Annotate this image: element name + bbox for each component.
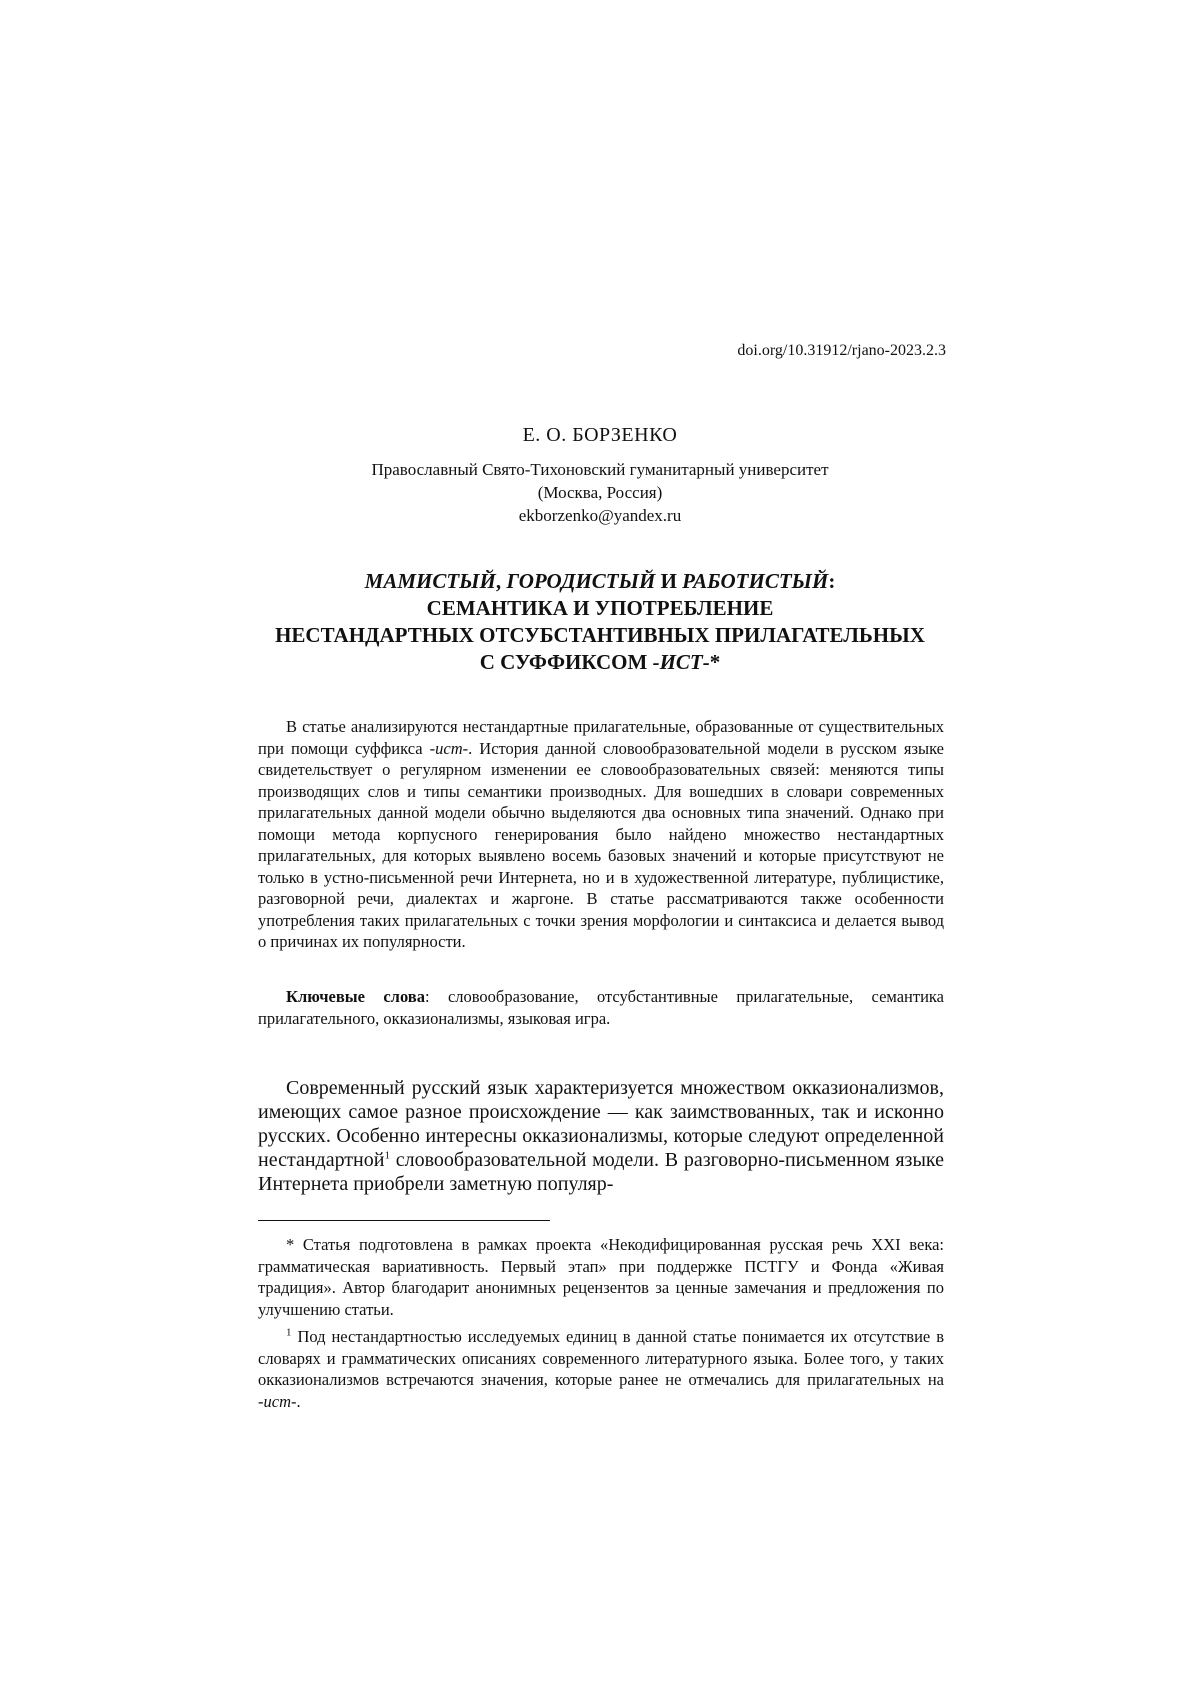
article-title <box>0 568 1200 676</box>
footnote-star: * Статья подготовлена в рамках проекта «Некодифицированная русская речь XXI века: грамматическая вариативность. Первый этап» при поддержке ПСТГУ и Фонда «Живая традиция». Автор благодарит анонимных рецензентов за ценные замечания и предложения по улучшению статьи. <box>258 1235 944 1319</box>
footnote-1-part-2: . <box>296 1391 301 1411</box>
abstract-part-2: . История данной словообразовательной модели в русском языке свидетельствует о регулярном изменении ее словообразовательных связей: меняются типы производящих слов и типы семантики производных. Для вошедших в словари современных прилагательных данной модели обычно выделяются два основных типа значений. Однако при помощи метода корпусного генерирования было найдено множество нестандартных прилагательных, для которых выявлено восемь базовых значений и которые присутствуют не только в устно-письменной речи Интернета, но и в художественной литературе, публицистике, разговорной речи, диалектах и жаргоне. В статье рассматриваются также особенности употребления таких прилагательных с точки зрения морфологии и синтаксиса и делается вывод о причинах их популярности. <box>258 738 944 951</box>
abstract-part-1: В статье анализируются нестандартные прилагательные, образованные от существительных при помощи суффикса <box>258 717 944 758</box>
keywords-text: : словообразование, отсубстантивные прилагательные, семантика прилагательного, окказионализмы, языковая игра. <box>258 987 945 1028</box>
footnotes <box>258 1234 944 1418</box>
body-paragraph <box>258 1076 944 1196</box>
abstract <box>258 716 944 953</box>
author-name: Е. О. БОРЗЕНКО <box>522 424 678 446</box>
title-line-3: НЕСТАНДАРТНЫХ ОТСУБСТАНТИВНЫХ ПРИЛАГАТЕЛЬНЫХ <box>275 623 925 647</box>
title-word-3: РАБОТИСТЫЙ <box>682 569 829 593</box>
doi[interactable]: doi.org/10.31912/rjano-2023.2.3 <box>737 342 946 359</box>
title-line-4-prefix: С СУФФИКСОМ <box>479 650 653 674</box>
title-line-1 <box>0 568 1200 595</box>
title-colon: : <box>828 569 836 593</box>
footnote-1-part-1: Под нестандартностью исследуемых единиц в данной статье понимается их отсутствие в словарях и грамматических описаниях современного литературного языка. Более того, у таких окказионализмов встречаются значения, которые ранее не отмечались для прилагательных на <box>258 1327 944 1389</box>
title-line-4 <box>0 649 1200 676</box>
abstract-suffix: -ист- <box>429 738 469 758</box>
title-conj: И <box>655 569 683 593</box>
keywords <box>258 986 944 1029</box>
footnote-ref-1[interactable]: 1 <box>384 1149 390 1162</box>
body-part-2: словообразовательной модели. В разговорно-письменном языке Интернета приобрели заметную популяр- <box>258 1149 944 1195</box>
title-suffix: -ИСТ- <box>652 650 710 674</box>
title-footnote-mark[interactable]: * <box>709 650 721 674</box>
title-comma: , <box>495 569 507 593</box>
footnote-divider <box>258 1220 550 1221</box>
university: Православный Свято-Тихоновский гуманитарный университет <box>371 460 829 479</box>
footnote-1-number: 1 <box>286 1326 292 1339</box>
title-word-1: МАМИСТЫЙ <box>364 569 496 593</box>
abstract-text <box>258 716 944 953</box>
affiliation <box>0 458 1200 527</box>
email[interactable]: ekborzenko@yandex.ru <box>518 506 682 525</box>
footnote-1-suffix: -ист- <box>258 1391 297 1411</box>
keywords-label: Ключевые слова <box>286 987 425 1006</box>
body-part-1: Современный русский язык характеризуется множеством окказионализмов, имеющих самое разное происхождение — как заимствованных, так и исконно русских. Особенно интересны окказионализмы, которые следуют определенной нестандартной <box>258 1077 944 1171</box>
location: (Москва, Россия) <box>537 483 663 502</box>
title-line-2: СЕМАНТИКА И УПОТРЕБЛЕНИЕ <box>426 596 774 620</box>
title-word-2: ГОРОДИСТЫЙ <box>506 569 656 593</box>
footnote-1 <box>258 1326 944 1412</box>
